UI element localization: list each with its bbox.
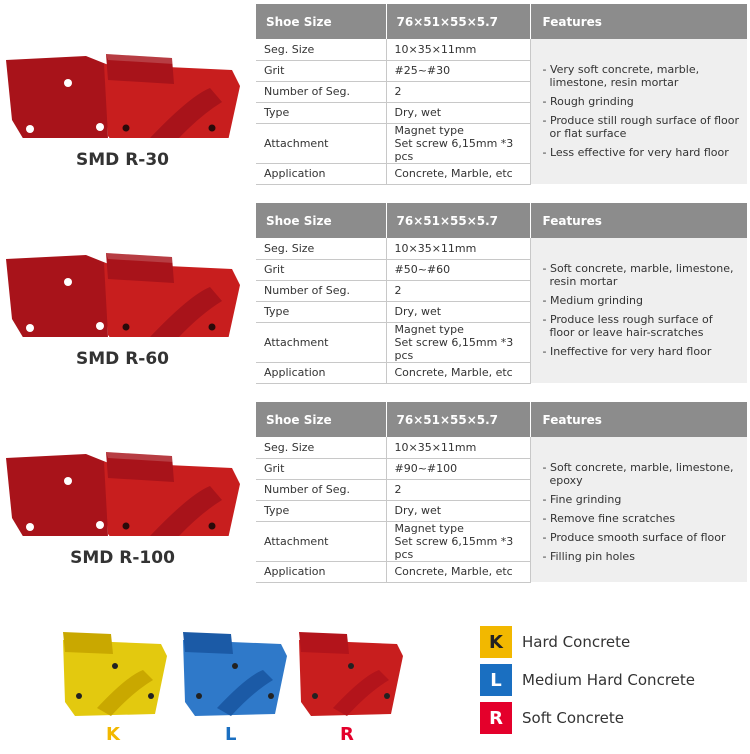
spec-header-row (256, 402, 747, 437)
table-row (256, 238, 747, 259)
row-label: Attachment (256, 322, 386, 362)
product-name: SMD R-30 (76, 150, 169, 170)
attachment-value (386, 521, 530, 561)
header-dimensions: 76×51×55×5.7 (386, 4, 530, 39)
grit-value: #90~#100 (386, 458, 530, 479)
legend-badge-letter: K (489, 631, 503, 653)
features-list (543, 63, 740, 159)
legend-badge-l (480, 664, 512, 696)
legend-badge-letter: R (489, 707, 503, 729)
feature-item: - Fine grinding (542, 493, 622, 506)
attachment-line: Magnet type (394, 322, 464, 336)
shoe-color-illustration (55, 622, 415, 722)
features-cell (530, 238, 747, 383)
feature-item: - Rough grinding (542, 95, 634, 108)
legend-item-r (480, 702, 695, 734)
shoe-image (0, 424, 245, 536)
attachment-line: Magnet type (394, 123, 464, 137)
row-label: Seg. Size (256, 39, 386, 60)
feature-item: - Produce smooth surface of floor (542, 531, 726, 544)
header-shoe-size: Shoe Size (256, 402, 386, 437)
attachment-line: Set screw 6,15mm *3 pcs (394, 136, 514, 163)
type-value: Dry, wet (386, 500, 530, 521)
legend-badge-k (480, 626, 512, 658)
seg-size-value: 10×35×11mm (386, 437, 530, 458)
legend-label: Hard Concrete (522, 633, 631, 651)
row-label: Seg. Size (256, 238, 386, 259)
row-label: Application (256, 163, 386, 184)
shoe-letter-k: K (106, 724, 120, 745)
grit-value: #25~#30 (386, 60, 530, 81)
row-label: Attachment (256, 521, 386, 561)
spec-table (256, 402, 747, 583)
num-seg-value: 2 (386, 479, 530, 500)
seg-size-value: 10×35×11mm (386, 39, 530, 60)
legend-badge-letter: L (490, 669, 502, 691)
row-label: Grit (256, 60, 386, 81)
spec-header-row (256, 203, 747, 238)
application-value: Concrete, Marble, etc (386, 362, 530, 383)
feature-item: - Filling pin holes (542, 550, 635, 563)
legend-item-l (480, 664, 695, 696)
header-features: Features (530, 4, 747, 39)
attachment-value (386, 123, 530, 163)
header-dimensions: 76×51×55×5.7 (386, 203, 530, 238)
feature-item: - Produce still rough surface of floor or flat surface (542, 114, 739, 140)
row-label: Grit (256, 458, 386, 479)
type-value: Dry, wet (386, 102, 530, 123)
spec-header-row (256, 4, 747, 39)
row-label: Seg. Size (256, 437, 386, 458)
header-features: Features (530, 203, 747, 238)
feature-item: - Remove fine scratches (542, 512, 676, 525)
features-list (543, 461, 740, 563)
legend-badge-r (480, 702, 512, 734)
row-label: Type (256, 301, 386, 322)
row-label: Application (256, 561, 386, 582)
blue-shoe-image (183, 632, 287, 716)
feature-item: - Ineffective for very hard floor (542, 345, 712, 358)
header-shoe-size: Shoe Size (256, 203, 386, 238)
attachment-line: Set screw 6,15mm *3 pcs (394, 534, 514, 561)
product-name: SMD R-60 (76, 349, 169, 369)
features-list (543, 262, 740, 358)
table-row (256, 39, 747, 60)
attachment-line: Set screw 6,15mm *3 pcs (394, 335, 514, 362)
hardness-legend (480, 626, 695, 740)
red-shoe-image (299, 632, 403, 716)
shoe-image (0, 225, 245, 337)
legend-label: Soft Concrete (522, 709, 624, 727)
row-label: Grit (256, 259, 386, 280)
num-seg-value: 2 (386, 81, 530, 102)
header-shoe-size: Shoe Size (256, 4, 386, 39)
shoe-letter-l: L (225, 724, 237, 745)
features-cell (530, 39, 747, 184)
row-label: Type (256, 500, 386, 521)
feature-item: - Very soft concrete, marble, limestone, resin mortar (542, 63, 700, 89)
grit-value: #50~#60 (386, 259, 530, 280)
shoe-image (0, 26, 245, 138)
table-row (256, 437, 747, 458)
legend-item-k (480, 626, 695, 658)
row-label: Type (256, 102, 386, 123)
type-value: Dry, wet (386, 301, 530, 322)
num-seg-value: 2 (386, 280, 530, 301)
shoe-letter-r: R (340, 724, 354, 745)
row-label: Application (256, 362, 386, 383)
spec-table (256, 4, 747, 185)
seg-size-value: 10×35×11mm (386, 238, 530, 259)
application-value: Concrete, Marble, etc (386, 163, 530, 184)
features-cell (530, 437, 747, 582)
row-label: Number of Seg. (256, 479, 386, 500)
feature-item: - Produce less rough surface of floor or leave hair-scratches (542, 313, 713, 339)
feature-item: - Soft concrete, marble, limestone, resin mortar (542, 262, 734, 288)
feature-item: - Soft concrete, marble, limestone, epoxy (542, 461, 734, 487)
product-name: SMD R-100 (70, 548, 175, 568)
header-features: Features (530, 402, 747, 437)
yellow-shoe-image (63, 632, 167, 716)
row-label: Number of Seg. (256, 280, 386, 301)
feature-item: - Medium grinding (542, 294, 643, 307)
spec-table (256, 203, 747, 384)
attachment-value (386, 322, 530, 362)
header-dimensions: 76×51×55×5.7 (386, 402, 530, 437)
application-value: Concrete, Marble, etc (386, 561, 530, 582)
row-label: Number of Seg. (256, 81, 386, 102)
attachment-line: Magnet type (394, 521, 464, 535)
row-label: Attachment (256, 123, 386, 163)
legend-label: Medium Hard Concrete (522, 671, 695, 689)
feature-item: - Less effective for very hard floor (542, 146, 729, 159)
